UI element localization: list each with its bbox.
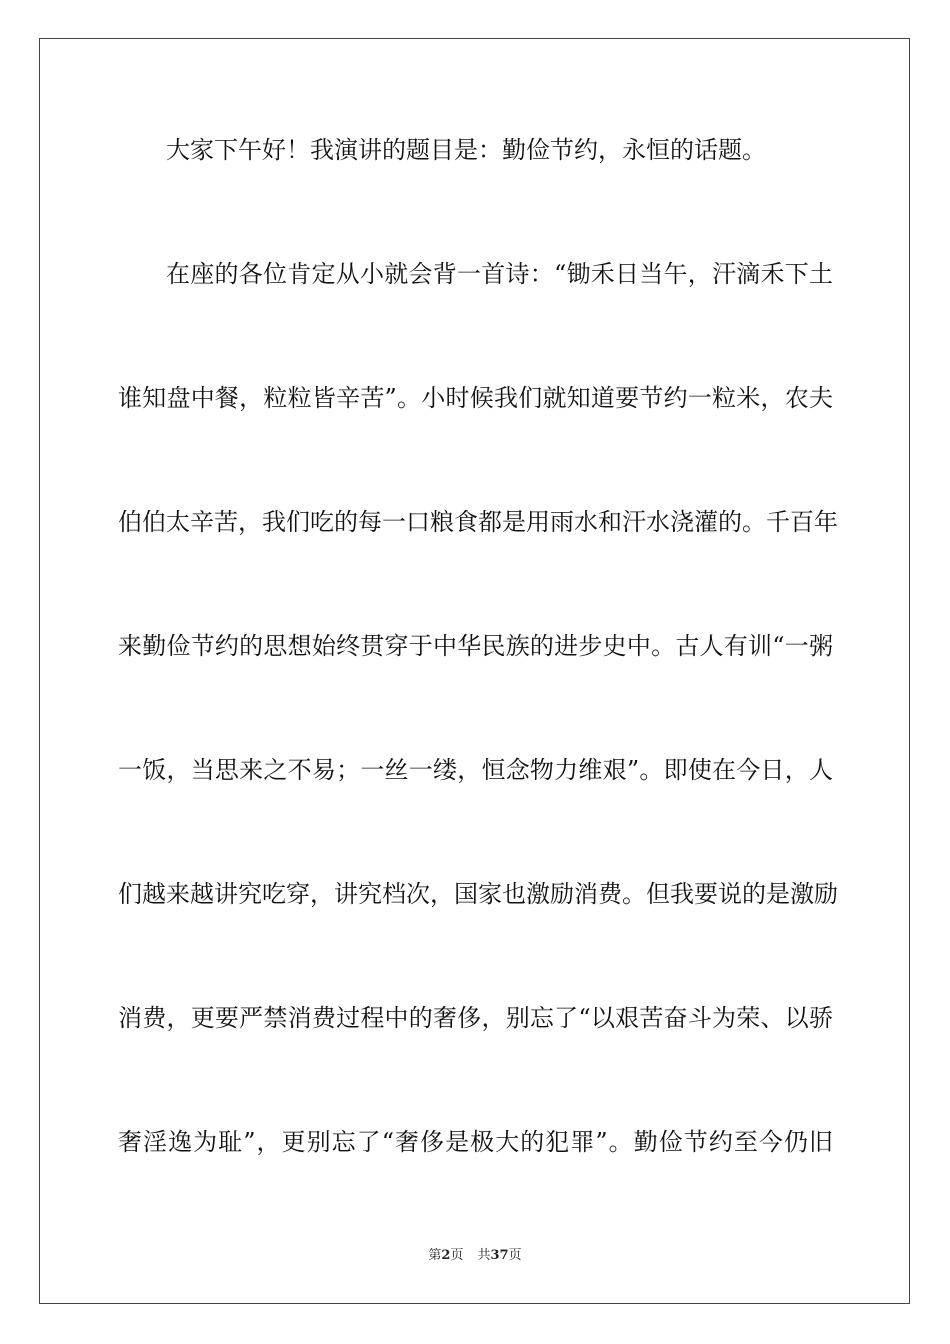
page-total: 37 — [490, 1248, 509, 1263]
paragraph-2-line-3: 伯伯太辛苦，我们吃的每一口粮食都是用雨水和汗水浇灌的。千百年 — [118, 508, 838, 536]
page-current: 2 — [441, 1248, 451, 1263]
paragraph-2-line-5: 一饭，当思来之不易；一丝一缕，恒念物力维艰”。即使在今日，人 — [118, 756, 833, 784]
page-suffix: 页 — [450, 1248, 464, 1263]
page-prefix: 第 — [428, 1248, 442, 1263]
paragraph-2-line-4: 来勤俭节约的思想始终贯穿于中华民族的进步史中。古人有训“一粥 — [118, 632, 833, 660]
total-suffix: 页 — [508, 1248, 522, 1263]
paragraph-2-line-6: 们越来越讲究吃穿，讲究档次，国家也激励消费。但我要说的是激励 — [118, 880, 838, 908]
page-border — [39, 38, 910, 1304]
paragraph-1-line-1: 大家下午好！我演讲的题目是：勤俭节约，永恒的话题。 — [166, 136, 766, 164]
page-footer — [0, 1247, 950, 1265]
paragraph-2-line-2: 谁知盘中餐，粒粒皆辛苦”。小时候我们就知道要节约一粒米，农夫 — [118, 384, 833, 412]
total-prefix: 共 — [477, 1248, 491, 1263]
paragraph-2-line-7: 消费，更要严禁消费过程中的奢侈，别忘了“以艰苦奋斗为荣、以骄 — [118, 1004, 833, 1032]
paragraph-2-line-8: 奢淫逸为耻”，更别忘了“奢侈是极大的犯罪”。勤俭节约至今仍旧 — [118, 1128, 833, 1156]
paragraph-2-line-1: 在座的各位肯定从小就会背一首诗：“锄禾日当午，汗滴禾下土 — [166, 260, 833, 288]
